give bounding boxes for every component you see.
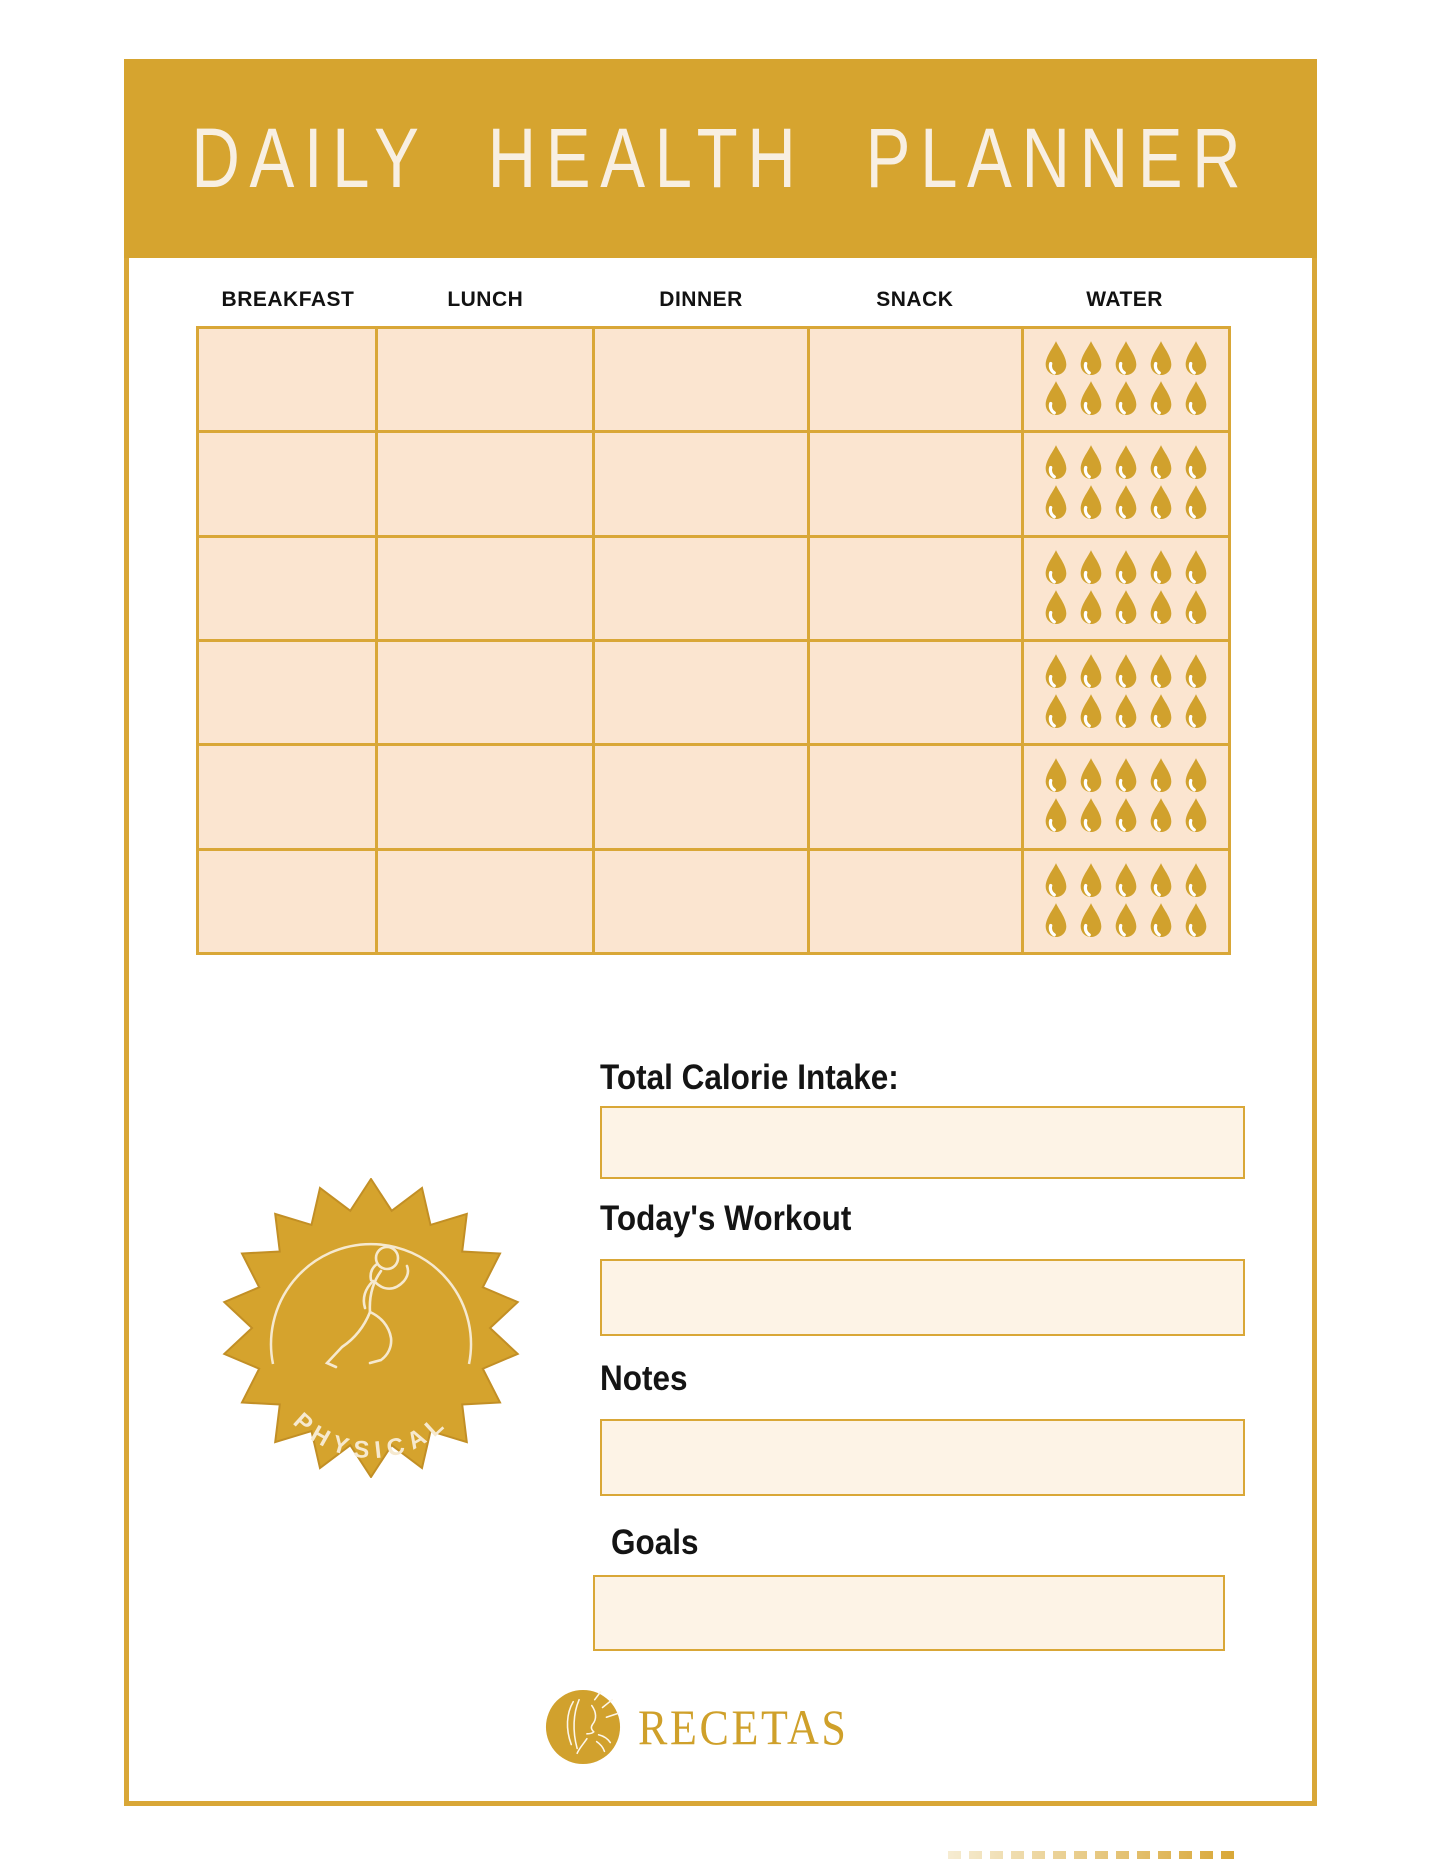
dinner-cell[interactable]: [595, 851, 807, 952]
water-drop-icon[interactable]: [1147, 484, 1175, 523]
goals-label: Goals: [611, 1523, 699, 1562]
water-drop-icon[interactable]: [1112, 862, 1140, 901]
column-header-lunch: LUNCH: [447, 288, 524, 311]
water-drop-icon[interactable]: [1077, 484, 1105, 523]
water-drop-icon[interactable]: [1182, 444, 1210, 483]
goals-input[interactable]: [593, 1575, 1225, 1651]
starburst-shape: [224, 1179, 517, 1477]
water-drop-icon[interactable]: [1042, 797, 1070, 836]
water-drop-icon[interactable]: [1112, 549, 1140, 588]
water-drop-icon[interactable]: [1042, 653, 1070, 692]
breakfast-cell[interactable]: [199, 642, 375, 743]
breakfast-cell[interactable]: [199, 433, 375, 534]
water-drop-icon[interactable]: [1147, 549, 1175, 588]
water-drop-icon[interactable]: [1042, 902, 1070, 941]
water-tracker-cell[interactable]: [1024, 538, 1228, 639]
snack-cell[interactable]: [810, 642, 1020, 743]
snack-cell[interactable]: [810, 851, 1020, 952]
water-drop-icon[interactable]: [1112, 653, 1140, 692]
water-drop-icon[interactable]: [1042, 693, 1070, 732]
water-drop-icon[interactable]: [1077, 653, 1105, 692]
physical-badge: [221, 1178, 521, 1478]
water-drop-icon[interactable]: [1147, 340, 1175, 379]
water-tracker-cell[interactable]: [1024, 329, 1228, 430]
water-drop-icon[interactable]: [1112, 340, 1140, 379]
water-tracker-cell[interactable]: [1024, 433, 1228, 534]
snack-cell[interactable]: [810, 538, 1020, 639]
water-drop-icon[interactable]: [1042, 484, 1070, 523]
water-drop-icon[interactable]: [1182, 380, 1210, 419]
water-drop-icon[interactable]: [1147, 902, 1175, 941]
tracker-column-headers: [196, 288, 1231, 312]
water-drop-icon[interactable]: [1042, 589, 1070, 628]
lunch-cell[interactable]: [378, 851, 592, 952]
water-drop-icon[interactable]: [1182, 902, 1210, 941]
water-tracker-cell[interactable]: [1024, 746, 1228, 847]
water-drop-icon[interactable]: [1147, 380, 1175, 419]
water-drop-icon[interactable]: [1112, 444, 1140, 483]
water-drop-icon[interactable]: [1042, 340, 1070, 379]
todays-workout-label: Today's Workout: [600, 1199, 852, 1238]
badge-label: PHYSICAL: [287, 1407, 455, 1465]
water-drop-icon[interactable]: [1147, 653, 1175, 692]
calorie-intake-input[interactable]: [600, 1106, 1245, 1179]
water-drop-icon[interactable]: [1182, 484, 1210, 523]
water-drop-icon[interactable]: [1182, 589, 1210, 628]
snack-cell[interactable]: [810, 746, 1020, 847]
calorie-intake-label: Total Calorie Intake:: [600, 1058, 899, 1097]
water-drop-icon[interactable]: [1042, 862, 1070, 901]
snack-cell[interactable]: [810, 433, 1020, 534]
water-drop-icon[interactable]: [1042, 757, 1070, 796]
water-drop-icon[interactable]: [1112, 380, 1140, 419]
water-drop-icon[interactable]: [1042, 549, 1070, 588]
water-drop-icon[interactable]: [1182, 653, 1210, 692]
water-drop-icon[interactable]: [1077, 589, 1105, 628]
water-drop-icon[interactable]: [1077, 380, 1105, 419]
water-drop-icon[interactable]: [1077, 693, 1105, 732]
woman-profile-icon: [544, 1688, 622, 1766]
column-header-water: WATER: [1086, 288, 1163, 311]
lunch-cell[interactable]: [378, 642, 592, 743]
water-drop-icon[interactable]: [1042, 444, 1070, 483]
planner-card: [124, 59, 1317, 1806]
water-drop-icon[interactable]: [1077, 340, 1105, 379]
breakfast-cell[interactable]: [199, 329, 375, 430]
column-header-dinner: DINNER: [659, 288, 743, 311]
water-drop-icon[interactable]: [1077, 757, 1105, 796]
water-drop-icon[interactable]: [1147, 757, 1175, 796]
lunch-cell[interactable]: [378, 746, 592, 847]
title-band: [124, 59, 1317, 258]
water-drop-icon[interactable]: [1112, 797, 1140, 836]
lunch-cell[interactable]: [378, 329, 592, 430]
water-drop-icon[interactable]: [1147, 797, 1175, 836]
dashed-divider: [948, 1851, 1240, 1859]
water-tracker-cell[interactable]: [1024, 642, 1228, 743]
notes-input[interactable]: [600, 1419, 1245, 1496]
water-drop-icon[interactable]: [1182, 340, 1210, 379]
water-drop-icon[interactable]: [1042, 380, 1070, 419]
footer-logo: [544, 1688, 877, 1766]
water-drop-icon[interactable]: [1077, 862, 1105, 901]
column-header-breakfast: BREAKFAST: [221, 288, 355, 311]
todays-workout-input[interactable]: [600, 1259, 1245, 1336]
water-drop-icon[interactable]: [1182, 693, 1210, 732]
breakfast-cell[interactable]: [199, 851, 375, 952]
water-drop-icon[interactable]: [1112, 757, 1140, 796]
notes-label: Notes: [600, 1359, 688, 1398]
water-drop-icon[interactable]: [1077, 797, 1105, 836]
column-header-snack: SNACK: [876, 288, 954, 311]
water-drop-icon[interactable]: [1147, 589, 1175, 628]
water-drop-icon[interactable]: [1147, 444, 1175, 483]
water-tracker-cell[interactable]: [1024, 851, 1228, 952]
water-drop-icon[interactable]: [1182, 549, 1210, 588]
water-drop-icon[interactable]: [1182, 797, 1210, 836]
dinner-cell[interactable]: [595, 538, 807, 639]
water-drop-icon[interactable]: [1077, 902, 1105, 941]
lunch-cell[interactable]: [378, 538, 592, 639]
water-drop-icon[interactable]: [1182, 757, 1210, 796]
dinner-cell[interactable]: [595, 746, 807, 847]
water-drop-icon[interactable]: [1077, 549, 1105, 588]
dinner-cell[interactable]: [595, 433, 807, 534]
breakfast-cell[interactable]: [199, 746, 375, 847]
water-drop-icon[interactable]: [1147, 862, 1175, 901]
water-drop-icon[interactable]: [1077, 444, 1105, 483]
dinner-cell[interactable]: [595, 329, 807, 430]
tracker-grid: [196, 326, 1231, 955]
page-title: DAILY HEALTH PLANNER: [191, 111, 1250, 205]
dinner-cell[interactable]: [595, 642, 807, 743]
water-drop-icon[interactable]: [1112, 589, 1140, 628]
water-drop-icon[interactable]: [1112, 693, 1140, 732]
breakfast-cell[interactable]: [199, 538, 375, 639]
lunch-cell[interactable]: [378, 433, 592, 534]
water-drop-icon[interactable]: [1182, 862, 1210, 901]
water-drop-icon[interactable]: [1112, 484, 1140, 523]
water-drop-icon[interactable]: [1112, 902, 1140, 941]
brand-wordmark: RECETAS: [638, 1699, 849, 1755]
snack-cell[interactable]: [810, 329, 1020, 430]
water-drop-icon[interactable]: [1147, 693, 1175, 732]
